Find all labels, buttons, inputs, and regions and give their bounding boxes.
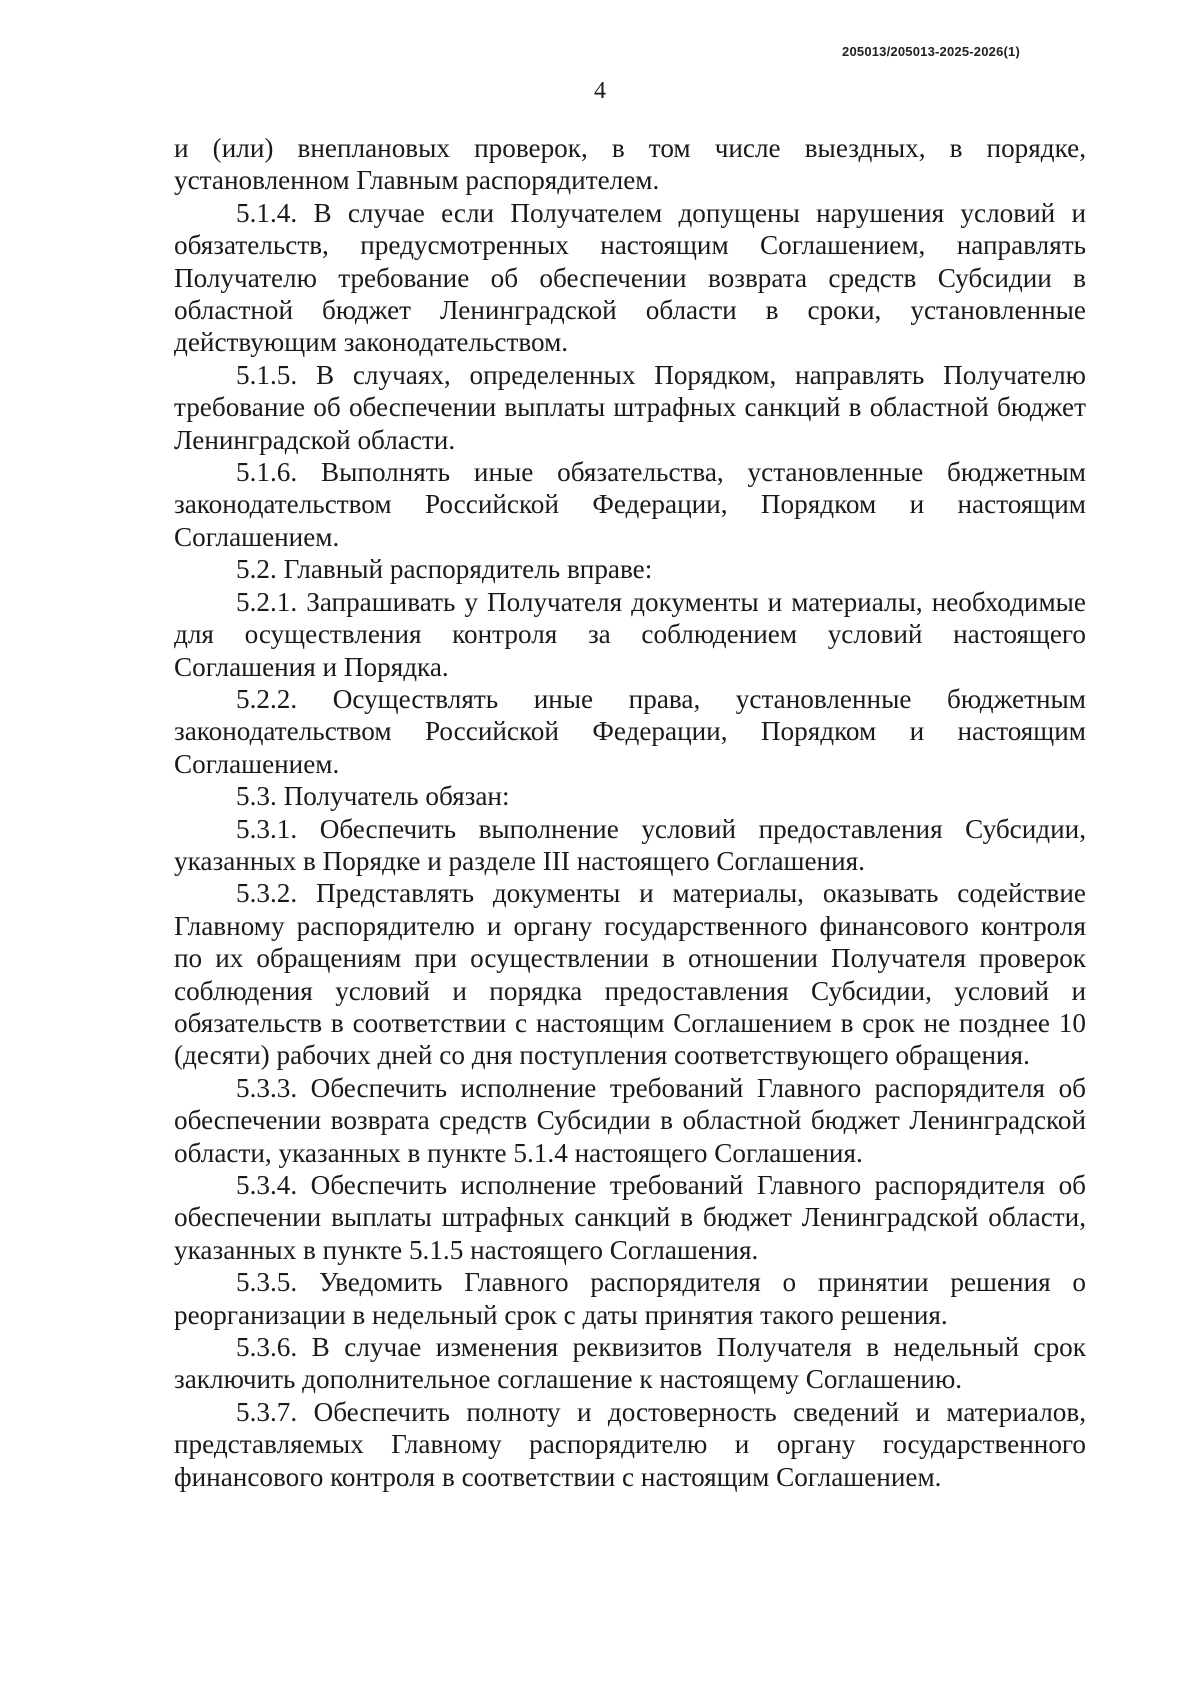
document-body (174, 132, 1086, 1493)
paragraph-5-1-4: 5.1.4. В случае если Получателем допущены нарушения условий и обязательств, предусмотренных настоящим Соглашением, направлять Получателю требование об обеспечении возврата средств Субсидии в областной бюджет Ленинградской области в сроки, установленные действующим законодательством. (174, 197, 1086, 358)
paragraph-5-3-3: 5.3.3. Обеспечить исполнение требований Главного распорядителя об обеспечении возврата средств Субсидии в областной бюджет Ленинградской области, указанных в пункте 5.1.4 настоящего Соглашения. (174, 1072, 1086, 1168)
paragraph-5-3-6: 5.3.6. В случае изменения реквизитов Получателя в недельный срок заключить дополнительное соглашение к настоящему Соглашению. (174, 1332, 1086, 1395)
paragraph-continuation: и (или) внеплановых проверок, в том числе выездных, в порядке, установленном Главным распорядителем. (174, 133, 1086, 196)
page-number: 4 (594, 78, 606, 104)
paragraph-5-3-2: 5.3.2. Представлять документы и материалы, оказывать содействие Главному распорядителю и органу государственного финансового контроля по их обращениям при осуществлении в отношении Получателя проверок соблюдения условий и порядка предоставления Субсидии, условий и обязательств в соответствии с настоящим Соглашением в срок не позднее 10 (десяти) рабочих дней со дня поступления соответствующего обращения. (174, 878, 1086, 1071)
paragraph-5-1-5: 5.1.5. В случаях, определенных Порядком, направлять Получателю требование об обеспечении выплаты штрафных санкций в областной бюджет Ленинградской области. (174, 359, 1086, 455)
paragraph-5-3: 5.3. Получатель обязан: (236, 781, 510, 812)
document-id: 205013/205013-2025-2026(1) (842, 44, 1020, 59)
paragraph-5-3-5: 5.3.5. Уведомить Главного распорядителя о принятии решения о реорганизации в недельный срок с даты принятия такого решения. (174, 1267, 1086, 1330)
paragraph-5-3-7: 5.3.7. Обеспечить полноту и достоверность сведений и материалов, представляемых Главному распорядителю и органу государственного финансового контроля в соответствии с настоящим Соглашением. (174, 1396, 1086, 1492)
paragraph-5-1-6: 5.1.6. Выполнять иные обязательства, установленные бюджетным законодательством Российской Федерации, Порядком и настоящим Соглашением. (174, 457, 1086, 552)
paragraph-5-2: 5.2. Главный распорядитель вправе: (236, 554, 653, 585)
paragraph-5-3-4: 5.3.4. Обеспечить исполнение требований Главного распорядителя об обеспечении выплаты штрафных санкций в бюджет Ленинградской области, указанных в пункте 5.1.5 настоящего Соглашения. (174, 1170, 1086, 1265)
paragraph-5-2-1: 5.2.1. Запрашивать у Получателя документы и материалы, необходимые для осуществления контроля за соблюдением условий настоящего Соглашения и Порядка. (174, 586, 1086, 682)
paragraph-5-3-1: 5.3.1. Обеспечить выполнение условий предоставления Субсидии, указанных в Порядке и разделе III настоящего Соглашения. (174, 813, 1086, 876)
paragraph-5-2-2: 5.2.2. Осуществлять иные права, установленные бюджетным законодательством Российской Федерации, Порядком и настоящим Соглашением. (174, 683, 1086, 779)
